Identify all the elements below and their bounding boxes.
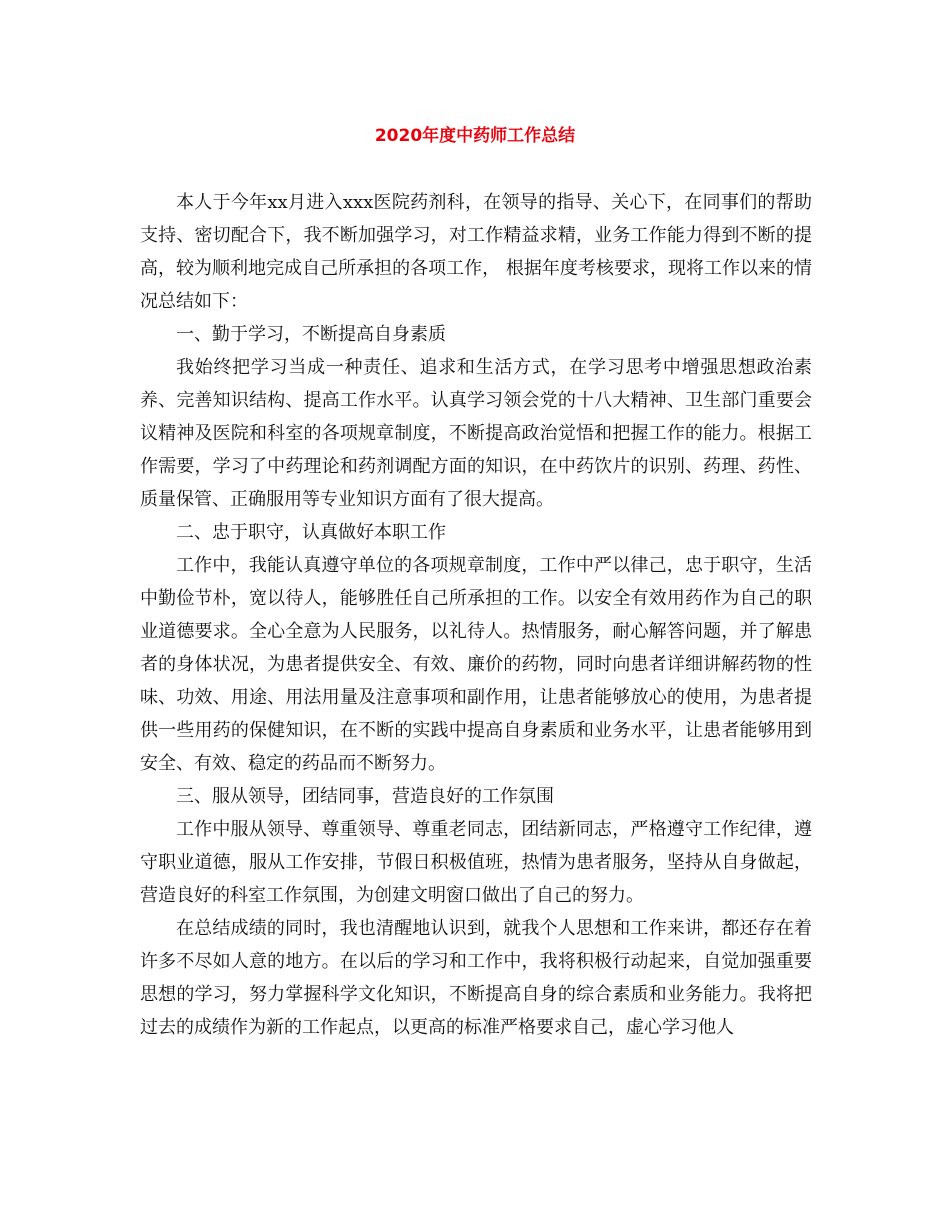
document-body bbox=[140, 186, 812, 1044]
section-1-paragraph: 我始终把学习当成一种责任、追求和生活方式，在学习思考中增强思想政治素养、完善知识结构、提高工作水平。认真学习领会党的十八大精神、卫生部门重要会议精神及医院和科室的各项规章制度，不断提高政治觉悟和把握工作的能力。根据工作需要，学习了中药理论和药剂调配方面的知识，在中药饮片的识别、药理、药性、质量保管、正确服用等专业知识方面有了很大提高。 bbox=[140, 357, 812, 510]
section-heading-2: 二、忠于职守，认真做好本职工作 bbox=[176, 522, 446, 543]
section-heading-3: 三、服从领导，团结同事，营造良好的工作氛围 bbox=[176, 786, 554, 807]
section-heading-1: 一、勤于学习，不断提高自身素质 bbox=[176, 324, 446, 345]
section-2-paragraph: 工作中，我能认真遵守单位的各项规章制度，工作中严以律己，忠于职守，生活中勤俭节朴，宽以待人，能够胜任自己所承担的工作。以安全有效用药作为自己的职业道德要求。全心全意为人民服务，以礼待人。热情服务，耐心解答问题，并了解患者的身体状况，为患者提供安全、有效、廉价的药物，同时向患者详细讲解药物的性味、功效、用途、用法用量及注意事项和副作用，让患者能够放心的使用，为患者提供一些用药的保健知识，在不断的实践中提高自身素质和业务水平，让患者能够用到安全、有效、稳定的药品而不断努力。 bbox=[140, 555, 812, 774]
conclusion-paragraph: 在总结成绩的同时，我也清醒地认识到，就我个人思想和工作来讲，都还存在着许多不尽如人意的地方。在以后的学习和工作中，我将积极行动起来，自觉加强重要思想的学习，努力掌握科学文化知识，不断提高自身的综合素质和业务能力。我将把过去的成绩作为新的工作起点，以更高的标准严格要求自己，虚心学习他人 bbox=[140, 918, 812, 1038]
intro-paragraph: 本人于今年xx月进入xxx医院药剂科，在领导的指导、关心下，在同事们的帮助支持、密切配合下，我不断加强学习，对工作精益求精，业务工作能力得到不断的提高，较为顺利地完成自己所承担的各项工作， 根据年度考核要求，现将工作以来的情况总结如下： bbox=[140, 192, 812, 312]
section-3-paragraph: 工作中服从领导、尊重领导、尊重老同志，团结新同志，严格遵守工作纪律，遵守职业道德，服从工作安排，节假日积极值班，热情为患者服务，坚持从自身做起，营造良好的科室工作氛围，为创建文明窗口做出了自己的努力。 bbox=[140, 819, 812, 906]
document-title: 2020年度中药师工作总结 bbox=[374, 126, 576, 146]
